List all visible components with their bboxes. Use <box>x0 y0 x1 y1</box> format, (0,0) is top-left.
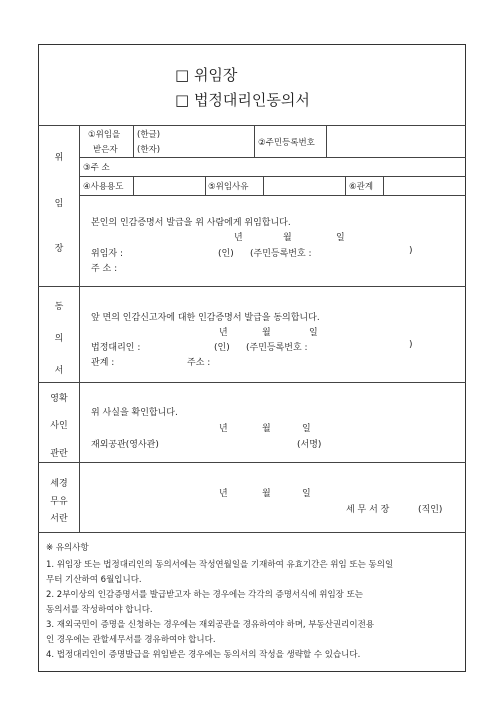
representative-rrn-label: (주민등록번호 : <box>246 343 308 353</box>
consulate-statement: 위 사실을 확인합니다. <box>91 408 178 418</box>
note-line: 2. 2부이상의 인감증명서를 발급받고자 하는 경우에는 각각의 증명서식에 위임장 또는 <box>46 590 364 600</box>
consulate-signature: (서명) <box>297 440 322 450</box>
consulate-office-label: 재외공관(영사관) <box>91 440 159 450</box>
consent-date-day: 일 <box>309 328 318 338</box>
reason-label: ⑤위임사유 <box>208 182 249 192</box>
consent-date-year: 년 <box>219 328 228 338</box>
section-divider-3 <box>38 462 466 463</box>
side-label-consulate-3: 관란 <box>50 449 68 459</box>
consulate-date-day: 일 <box>302 424 311 434</box>
delegator-rrn-label: (주민등록번호 : <box>250 249 312 259</box>
relation-label: ⑥관계 <box>349 182 374 192</box>
side-column-separator <box>79 125 80 532</box>
name-hanja-field[interactable] <box>208 142 253 156</box>
side-label-consulate-2: 사인 <box>50 421 68 431</box>
representative-rrn-close: ) <box>409 340 413 350</box>
side-label-tax-1: 세경 <box>50 479 68 489</box>
delegator-address-label: 주 소 : <box>91 264 118 274</box>
side-label-consulate-1: 영확 <box>50 394 68 404</box>
tax-stamp: (직인) <box>418 505 443 515</box>
date-day: 일 <box>336 233 345 243</box>
address-field[interactable] <box>134 158 464 175</box>
date-year: 년 <box>234 233 243 243</box>
grid-line <box>254 125 255 157</box>
section-divider-1 <box>38 286 466 287</box>
delegator-label: 위임자 : <box>91 249 123 259</box>
usage-field[interactable] <box>134 177 204 194</box>
address-label: ③주 소 <box>83 163 110 173</box>
tax-date-year: 년 <box>219 489 228 499</box>
tax-date-day: 일 <box>302 489 311 499</box>
grid-line <box>133 125 134 157</box>
consent-address-label: 주소 : <box>187 358 211 368</box>
note-line: 1. 위임장 또는 법정대리인의 동의서에는 작성연월일을 기재하여 유효기간은 위임 또는 동의일 <box>46 560 394 570</box>
delegation-statement: 본인의 인감증명서 발급을 위 사람에게 위임합니다. <box>91 218 291 228</box>
delegator-rrn-close: ) <box>409 246 413 256</box>
note-line: 무터 기산하여 6월입니다. <box>46 575 142 585</box>
title-consent: □ 법정대리인동의서 <box>175 91 310 109</box>
consent-statement: 앞 면의 인감신고자에 대한 인감증명서 발급을 동의합니다. <box>91 313 320 323</box>
resident-number-field[interactable] <box>327 126 465 156</box>
note-line: 4. 법정대리인이 증명발급을 위임받은 경우에는 동의서의 작성을 생략할 수 있습니다. <box>46 650 361 660</box>
side-label-consent-1: 동 <box>54 302 64 312</box>
relation-field[interactable] <box>384 177 464 194</box>
name-korean-label: (한글) <box>137 130 161 140</box>
side-label-consent-3: 서 <box>54 366 64 376</box>
side-label-consent-2: 의 <box>54 334 64 344</box>
side-label-delegation-1: 위 <box>54 153 64 163</box>
recipient-label-2: 받은자 <box>93 145 118 155</box>
consent-relation-label: 관계 : <box>91 358 115 368</box>
section-divider-4 <box>38 532 466 533</box>
notes-heading: ※ 유의사항 <box>46 543 89 553</box>
grid-line <box>79 195 466 196</box>
grid-line <box>345 176 346 195</box>
consent-date-month: 월 <box>262 328 271 338</box>
name-hanja-label: (한자) <box>137 145 161 155</box>
resident-number-label: ②주민등록번호 <box>258 138 315 148</box>
consulate-date-month: 월 <box>262 424 271 434</box>
side-label-delegation-3: 장 <box>54 244 64 254</box>
representative-label: 법정대리인 : <box>91 343 141 353</box>
note-line: 인 경우에는 관할세무서를 경유하여야 합니다. <box>46 635 216 645</box>
section-divider-2 <box>38 382 466 383</box>
representative-seal: (인) <box>214 343 230 353</box>
side-label-delegation-2: 임 <box>54 199 64 209</box>
name-korean-field[interactable] <box>208 126 253 140</box>
delegator-seal: (인) <box>218 249 234 259</box>
title-power-of-attorney: □ 위임장 <box>175 66 238 84</box>
usage-label: ④사용용도 <box>83 182 124 192</box>
side-label-tax-2: 무유 <box>50 497 68 507</box>
consulate-date-year: 년 <box>219 424 228 434</box>
recipient-label-1: ①위임을 <box>88 130 121 140</box>
tax-chief-label: 세 무 서 장 <box>346 505 390 515</box>
note-line: 3. 재외국민이 증명을 신청하는 경우에는 재외공관을 경유하여야 하며, 부동산권리이전용 <box>46 620 375 630</box>
side-label-tax-3: 서란 <box>50 514 68 524</box>
reason-field[interactable] <box>264 177 344 194</box>
tax-date-month: 월 <box>262 489 271 499</box>
date-month: 월 <box>283 233 292 243</box>
note-line: 동의서를 작성하여야 합니다. <box>46 605 153 615</box>
grid-line <box>205 176 206 195</box>
